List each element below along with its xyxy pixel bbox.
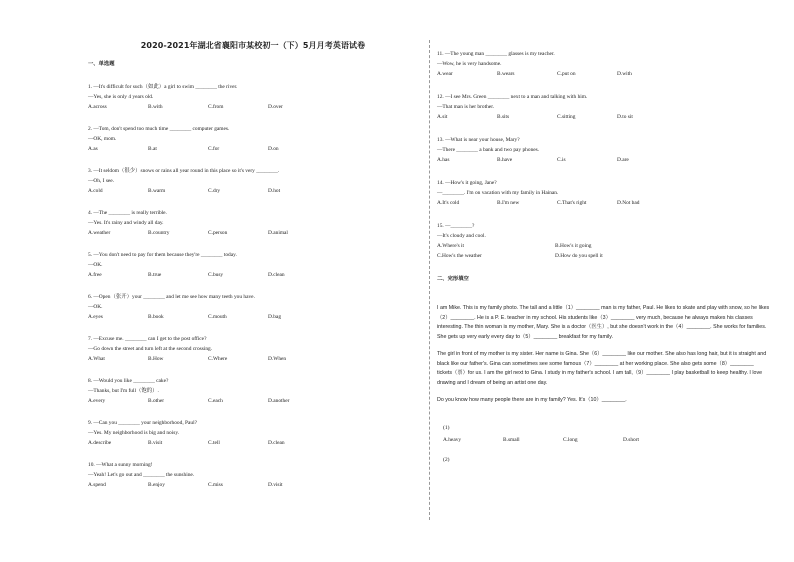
option: D.How do you spell it	[555, 253, 603, 259]
question-7	[88, 334, 418, 364]
option: C.mouth	[208, 314, 227, 320]
option-row	[88, 396, 418, 406]
option: B.at	[148, 146, 157, 152]
option: B.true	[148, 272, 162, 278]
option: B.How's it going	[555, 243, 592, 249]
option-row	[88, 186, 418, 196]
option: D.on	[268, 146, 279, 152]
page-title: 2020-2021年湖北省襄阳市某校初一（下）5月月考英语试卷	[140, 41, 366, 50]
option: D.short	[623, 437, 640, 444]
option: A.spend	[88, 482, 106, 488]
option: B.with	[148, 104, 163, 110]
option-row	[88, 102, 418, 112]
question-line: —Yeah! Let's go out and ________ the sunshine.	[88, 472, 195, 478]
passage-paragraph: The girl in front of my mother is my sister. Her name is Gina. She（6）________ like our mother. She also has long hair, but it is straight and black like our father's. Gina can sometimes see some famous（7）________ at her working place. She also gets some（8）________ tickets（票）for us. I am the girl next to Gina. I study in my father's school. I am tall,（9）________ I play basketball to keep healthy. I love drawing and I dream of being an artist one day.	[437, 350, 767, 386]
question-10	[88, 460, 418, 490]
question-line: —OK.	[88, 304, 103, 310]
option: D.bag	[268, 314, 282, 320]
question-line: 1. —It's difficult for such（如此）a girl to swim ________ the river.	[88, 84, 238, 90]
cloze-number: (1)	[443, 425, 450, 432]
option-row	[437, 198, 772, 208]
option-row	[437, 155, 772, 165]
option: A.weather	[88, 230, 111, 236]
right-column	[437, 49, 772, 467]
question-line: —Yes, she is only 4 years old.	[88, 94, 154, 100]
question-list-left	[88, 82, 418, 490]
cloze-item-2	[437, 455, 772, 465]
option-row	[88, 228, 418, 238]
option: B.country	[148, 230, 170, 236]
question-12	[437, 92, 772, 122]
question-line: 6. —Open（张开）your ________ and let me see how many teeth you have.	[88, 294, 255, 300]
question-line: 8. —Would you like ________ cake?	[88, 378, 169, 384]
question-list-right	[437, 49, 772, 208]
option: C.How's the weather	[437, 253, 482, 259]
question-15	[437, 221, 772, 261]
option: D.with	[617, 71, 632, 77]
option: A.sit	[437, 114, 448, 120]
question-5	[88, 250, 418, 280]
question-line: 4. —The ________ is really terrible.	[88, 210, 167, 216]
cloze-number: (2)	[443, 457, 450, 464]
option: C.is	[557, 157, 566, 163]
option: C.from	[208, 104, 224, 110]
question-line: 10. —What a sunny morning!	[88, 462, 153, 468]
question-line: 14. —How's it going, Jane?	[437, 180, 497, 186]
question-line: —Thanks, but I'm full（饱的）.	[88, 388, 159, 394]
option-row	[88, 354, 418, 364]
option: A.free	[88, 272, 102, 278]
question-line: —Wow, he is very handsome.	[437, 61, 502, 67]
option: D.Not bad	[617, 200, 640, 206]
question-1	[88, 82, 418, 112]
option: C.sitting	[557, 114, 576, 120]
option: A.describe	[88, 440, 112, 446]
option: C.for	[208, 146, 220, 152]
question-line: —OK.	[88, 262, 103, 268]
option: D.are	[617, 157, 629, 163]
option: C.put on	[557, 71, 576, 77]
option: B.book	[148, 314, 164, 320]
column-divider	[429, 40, 430, 520]
option: C.long	[563, 437, 578, 444]
option: B.How	[148, 356, 164, 362]
option-row	[88, 144, 418, 154]
option: D.to sit	[617, 114, 633, 120]
section-heading-cloze: 二、完形填空	[437, 276, 469, 282]
option: A.eyes	[88, 314, 103, 320]
option: D.visit	[268, 482, 283, 488]
question-line: —That man is her brother.	[437, 104, 495, 110]
option: C.tell	[208, 440, 220, 446]
question-4	[88, 208, 418, 238]
option: B.I'm new	[497, 200, 520, 206]
passage-paragraph: I am Mike. This is my family photo. The tall and a little（1）________ man is my father, Paul. He likes to skate and play with snow, so he likes（2）________. He is a P. E. teacher in my school. His students like（3）________ very much, because he always makes his classes interesting. The thin woman is my mother, Mary. She is a doctor（医生）, but she doesn't work in the（4）________. She works for families. She gets up very early every day to（5）________ breakfast for my family.	[437, 305, 770, 341]
question-13	[437, 135, 772, 165]
question-line: —It's cloudy and cool.	[437, 233, 486, 239]
option: C.miss	[208, 482, 223, 488]
question-line: 5. —You don't need to pay for them because they're ________ today.	[88, 252, 237, 258]
question-14	[437, 178, 772, 208]
option: C.person	[208, 230, 228, 236]
option-row	[437, 69, 772, 79]
option: D.clean	[268, 440, 285, 446]
option: C.busy	[208, 272, 224, 278]
option: C.dry	[208, 188, 221, 194]
question-line: 9. —Can you ________ your neighborhood, Paul?	[88, 420, 197, 426]
option-grid	[437, 241, 772, 261]
question-line: 13. —What is near your house, Mary?	[437, 137, 520, 143]
cloze-options	[443, 435, 772, 445]
option: A.heavy	[443, 437, 462, 444]
question-line: 7. —Excuse me. ________ can I get to the post office?	[88, 336, 207, 342]
question-11	[437, 49, 772, 79]
option: C.each	[208, 398, 223, 404]
option-row	[88, 270, 418, 280]
option: A.cold	[88, 188, 103, 194]
option: A.wear	[437, 71, 453, 77]
option: A.across	[88, 104, 107, 110]
option-row	[88, 480, 418, 490]
option: D.over	[268, 104, 283, 110]
question-line: 3. —It seldom（很少）snows or rains all year round in this place so it's very ________.	[88, 168, 280, 174]
question-line: —Go down the street and turn left at the second crossing.	[88, 346, 213, 352]
option: B.warm	[148, 188, 166, 194]
question-9	[88, 418, 418, 448]
option: A.Where's it	[437, 243, 465, 249]
option: B.have	[497, 157, 513, 163]
option: B.visit	[148, 440, 163, 446]
question-2	[88, 124, 418, 154]
option: A.every	[88, 398, 106, 404]
option-row	[437, 112, 772, 122]
option: B.small	[503, 437, 520, 444]
option: D.When	[268, 356, 287, 362]
left-column	[88, 40, 418, 502]
option-row	[88, 312, 418, 322]
passage-paragraph: Do you know how many people there are in my family? Yes. It's（10）________.	[437, 396, 627, 403]
question-line: —Yes. My neighborhood is big and noisy.	[88, 430, 180, 436]
option: D.clean	[268, 272, 285, 278]
question-line: —________. I'm on vacation with my family in Hainan.	[437, 190, 559, 196]
option: D.animal	[268, 230, 288, 236]
option: B.wears	[497, 71, 515, 77]
option: B.other	[148, 398, 165, 404]
question-line: 11. —The young man ________ glasses is my teacher.	[437, 51, 555, 57]
option: A.It's cold	[437, 200, 460, 206]
question-6	[88, 292, 418, 322]
question-line: —Oh, I see.	[88, 178, 115, 184]
question-line: 15. —________?	[437, 223, 475, 229]
option: D.another	[268, 398, 290, 404]
option: B.enjoy	[148, 482, 165, 488]
question-line: —Yes. It's rainy and windy all day.	[88, 220, 164, 226]
option: A.as	[88, 146, 98, 152]
option: C.Where	[208, 356, 228, 362]
option: A.has	[437, 157, 450, 163]
option: C.That's right	[557, 200, 587, 206]
question-line: 2. —Tom, don't spend too much time ________ computer games.	[88, 126, 230, 132]
option: D.hot	[268, 188, 281, 194]
question-line: —There ________ a bank and two pay phones.	[437, 147, 540, 153]
question-8	[88, 376, 418, 406]
section-heading-single-choice: 一、单选题	[88, 61, 115, 67]
question-line: —OK, mom.	[88, 136, 117, 142]
option: B.sits	[497, 114, 510, 120]
question-line: 12. —I see Mrs. Green ________ next to a man and talking with him.	[437, 94, 588, 100]
option: A.What	[88, 356, 105, 362]
question-3	[88, 166, 418, 196]
cloze-item-1	[437, 423, 772, 445]
option-row	[88, 438, 418, 448]
